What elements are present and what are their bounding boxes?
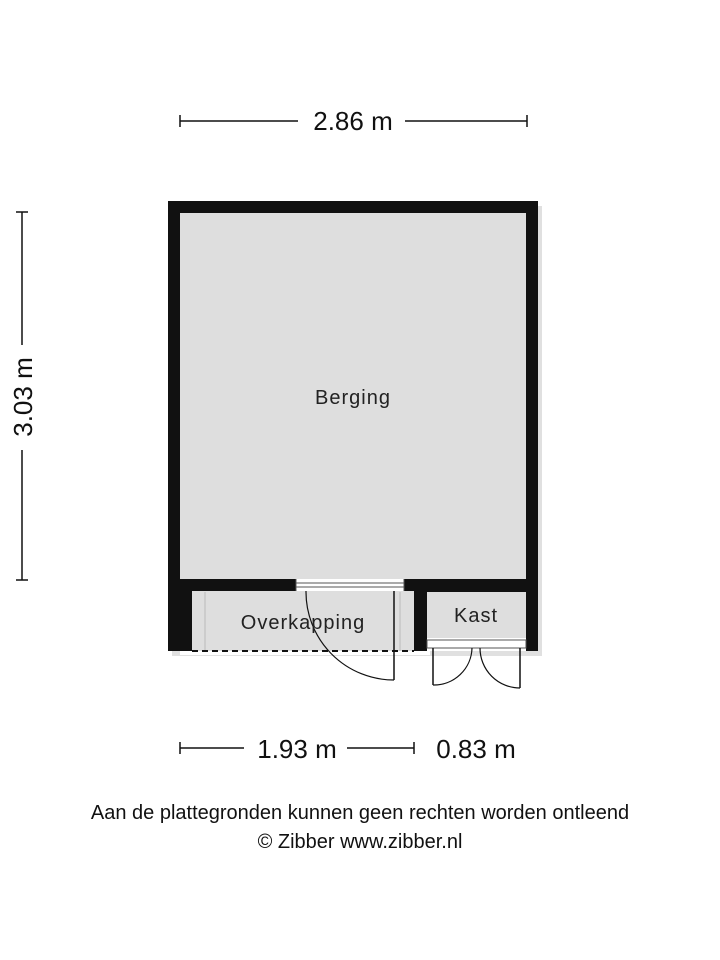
bottom-left-dimension-label: 1.93 m: [257, 734, 337, 764]
copyright-text: © Zibber www.zibber.nl: [257, 831, 463, 853]
room-label-kast: Kast: [453, 605, 499, 627]
top-dimension: [180, 106, 527, 136]
bottom-dimension: [180, 734, 516, 764]
room-label-berging: Berging: [315, 387, 391, 409]
room-label-overkapping: Overkapping: [240, 612, 366, 634]
disclaimer-text: Aan de plattegronden kunnen geen rechten worden ontleend: [90, 802, 630, 824]
top-dimension-label: 2.86 m: [313, 106, 393, 136]
kast-doors: [427, 640, 526, 688]
bottom-right-dimension-label: 0.83 m: [436, 734, 516, 764]
left-dimension-label: 3.03 m: [8, 357, 38, 437]
left-dimension: [8, 212, 38, 580]
